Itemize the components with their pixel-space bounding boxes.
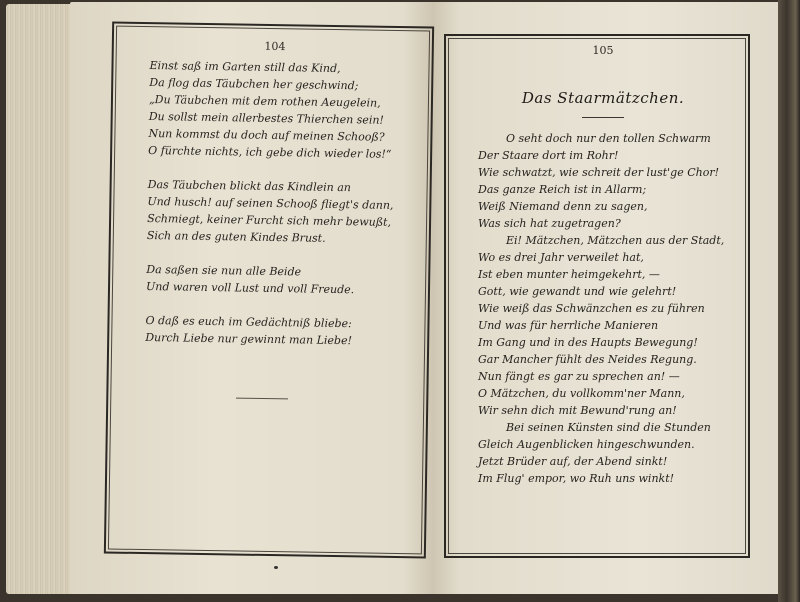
poem-line: Jetzt Brüder auf, der Abend sinkt! <box>478 455 668 468</box>
poem-line: Der Staare dort im Rohr! <box>478 149 619 162</box>
poem-line: „Du Täubchen mit dem rothen Aeugelein, <box>148 92 381 110</box>
right-page-text <box>478 44 728 487</box>
page-number: 105 <box>592 44 614 57</box>
poem-line: Gleich Augenblicken hingeschwunden. <box>478 438 695 451</box>
poem-line: Einst saß im Garten still das Kind, <box>149 58 341 75</box>
poem-line: O daß es euch im Gedächtniß bliebe: <box>145 313 352 331</box>
poem-line: Gar Mancher fühlt des Neides Regung. <box>478 353 697 366</box>
poem-line: Schmiegt, keiner Furcht sich mehr bewußt, <box>147 211 392 229</box>
poem-line: Wo es drei Jahr verweilet hat, <box>478 251 644 264</box>
poem-line: Was sich hat zugetragen? <box>478 217 621 230</box>
poem-line: O Mätzchen, du vollkomm'ner Mann, <box>478 387 685 400</box>
poem-line: Ei! Mätzchen, Mätzchen aus der Stadt, <box>506 234 725 247</box>
poem-line: Wie weiß das Schwänzchen es zu führen <box>478 302 705 315</box>
poem-line: O fürchte nichts, ich gebe dich wieder los!“ <box>148 143 392 161</box>
poem-line: Im Gang und in des Haupts Bewegung! <box>478 336 698 349</box>
book-cover-edge <box>778 0 800 602</box>
poem-line: Und waren voll Lust und voll Freude. <box>145 279 355 297</box>
poem-body <box>478 130 728 487</box>
poem-line: Nun fängt es gar zu sprechen an! — <box>478 370 680 383</box>
poem-line: Wie schwatzt, wie schreit der lust'ge Chor! <box>478 166 720 179</box>
page-number: 104 <box>264 39 286 54</box>
poem-line: Weiß Niemand denn zu sagen, <box>478 200 648 213</box>
poem-line: Durch Liebe nur gewinnt man Liebe! <box>145 330 353 348</box>
poem-line: Da saßen sie nun alle Beide <box>146 262 302 279</box>
printer-mark <box>274 566 278 569</box>
poem-line: Ist eben munter heimgekehrt, — <box>478 268 660 281</box>
poem-line: Bei seinen Künsten sind die Stunden <box>506 421 711 434</box>
poem-line: Wir sehn dich mit Bewund'rung an! <box>478 404 677 417</box>
left-page-text <box>145 38 400 350</box>
poem-line: Das Täubchen blickt das Kindlein an <box>147 177 351 195</box>
poem-line: O seht doch nur den tollen Schwarm <box>506 132 711 145</box>
poem-line: Und husch! auf seinen Schooß fliegt's dann, <box>147 194 394 212</box>
poem-line: Und was für herrliche Manieren <box>478 319 659 332</box>
poem-line: Sich an des guten Kindes Brust. <box>146 228 326 245</box>
title-rule <box>582 117 624 118</box>
poem-line: Du sollst mein allerbestes Thierchen sein! <box>148 109 385 127</box>
poem-line: Das ganze Reich ist in Allarm; <box>478 183 647 196</box>
poem-line: Gott, wie gewandt und wie gelehrt! <box>478 285 677 298</box>
poem-body <box>145 57 400 350</box>
poem-title: Das Staarmätzchen. <box>521 89 685 107</box>
poem-line: Nun kommst du doch auf meinen Schooß? <box>148 126 385 144</box>
poem-line: Da flog das Täubchen her geschwind; <box>149 75 359 93</box>
poem-line: Im Flug' empor, wo Ruh uns winkt! <box>478 472 675 485</box>
